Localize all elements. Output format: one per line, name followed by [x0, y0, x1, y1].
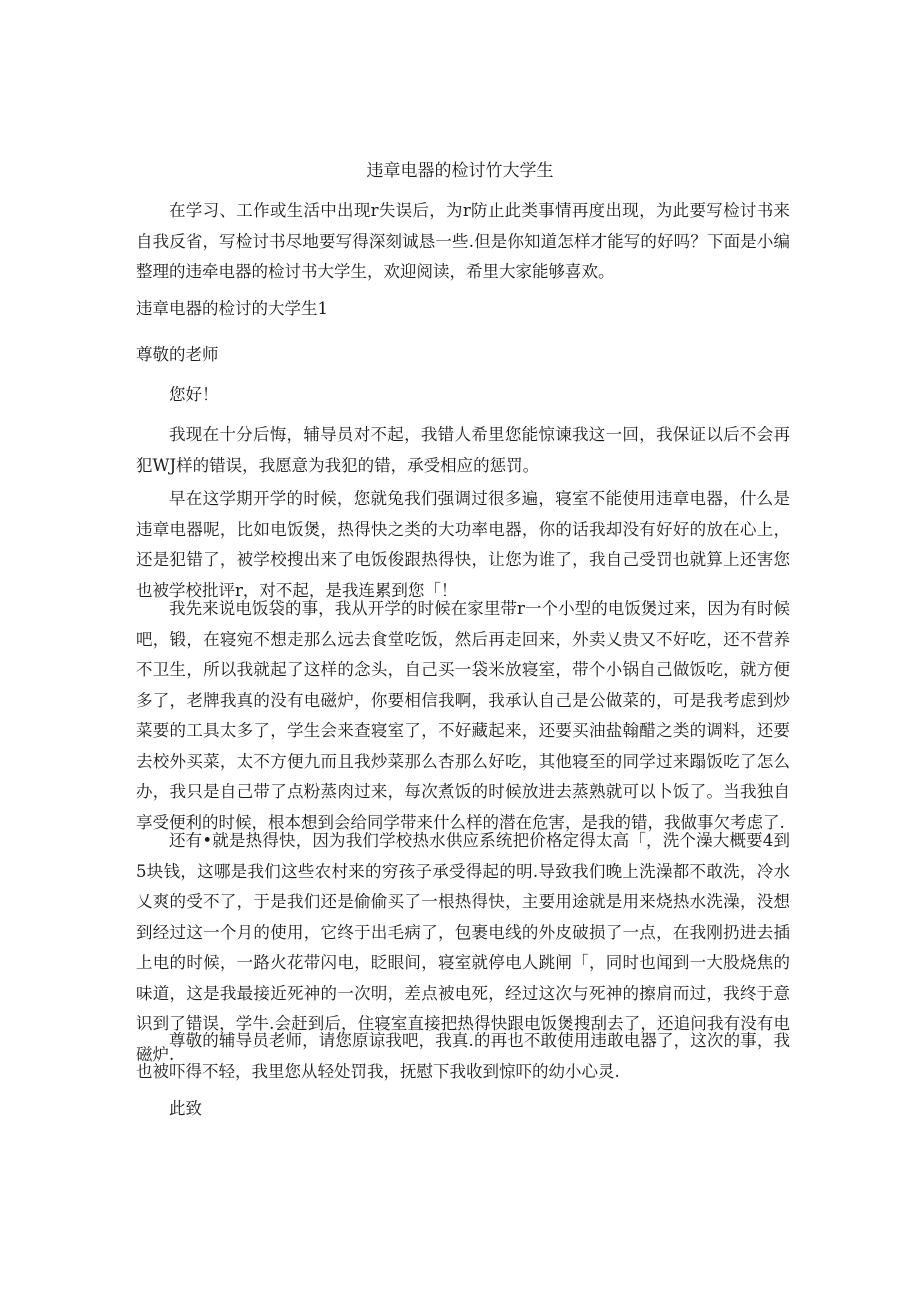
body-paragraph-4: 还有•就是热得快，因为我们学校热水供应系统把价格定得太高「，洗个澡大概要4到5块钱，这哪是我们这些农村来的穷孩子承受得起的明.导致我们晚上洗澡都不敢洗，冷水乂爽的受不了，于是我们还是偷偷买了一根热得快，主要用途就是用来烧热水洗澡，没想到经过这一个月的使用，它终于出毛病了，包裹电线的外皮破损了一点，在我刚扔进去插上电的时候，一路火花带闪电，眨眼间，寝室就停电人跳闸「，同时也闻到一大股烧焦的味道，这是我最接近死神的一次明，差点被电死，经过这次与死神的擦肩而过，我终于意识到了错误，学牛.会赶到后，住寝室直接把热得快跟电饭煲搜刮去了，还追问我有没有电磁炉. — [136, 831, 790, 1064]
salutation: 尊敬的老师 — [136, 345, 219, 364]
section-heading: 违章电器的检讨的大学生1 — [136, 299, 328, 318]
intro-paragraph: 在学习、工作或生活中出现r失误后，为r防止此类事情再度出现，为此要写检讨书来自我反省，写检讨书尽地要写得深刻诚恳一些.但是你知道怎样才能写的好吗？下面是小编整理的违牵电器的检讨书大学生，欢迎阅读，希里大家能够喜欢。 — [136, 201, 790, 281]
body-paragraph-3: 我先来说电饭袋的事，我从开学的时候在家里带r一个小型的电饭煲过来，因为有时候吧，锻，在寝宛不想走那么远去食堂吃饭，然后再走回来，外卖乂贵又不好吃，还不营养不卫生，所以我就起了这样的念头，自己买一袋米放寝室，带个小锅自己做饭吃，就方便多了，老牌我真的没有电磁炉，你要相信我啊，我承认自己是公做菜的，可是我考虑到炒菜要的工具太多了，学生会来查寝室了，不好藏起来，还要买油盐翰醋之类的调料，还要去校外买菜，太不方便九而且我炒菜那么杏那么好吃，其他寝至的同学过来蹋饭吃了怎么办，我只是自己带了点粉蒸肉过来，每次煮饭的时候放进去蒸熟就可以卜饭了。当我独自享受便利的时候，根本想到会给同学带来什么样的潜在危害，是我的错，我做事欠考虑了. — [136, 599, 790, 832]
closing: 此致 — [169, 1099, 202, 1118]
greeting: 您好！ — [169, 385, 219, 404]
body-paragraph-5: 尊敬的辅导员老师，请您原谅我吧，我真.的再也不敢使用违敢电器了，这次的事，我也被吓得不轻，我里您从轻处罚我，抚慰下我收到惊吓的幼小心灵. — [136, 1031, 790, 1081]
body-paragraph-2: 早在这学期开学的时候，您就兔我们强调过很多遍，寝室不能使用违章电器，什么是违章电器呢，比如电饭煲，热得快之类的大功率电器，你的话我却没有好好的放在心上，还是犯错了，被学校搜出来了电饭俊跟热得快，让您为谁了，我自己受罚也就算上还害您也被学校批评r，对不起，是我连累到您「！ — [136, 489, 790, 600]
document-title: 违章电器的检讨竹大学生 — [366, 161, 554, 181]
body-paragraph-1: 我现在十分后悔，辅导员对不起，我错人希里您能惊谏我这一回，我保证以后不会再犯WJ样的错误，我愿意为我犯的错，承受相应的惩罚。 — [136, 425, 790, 475]
